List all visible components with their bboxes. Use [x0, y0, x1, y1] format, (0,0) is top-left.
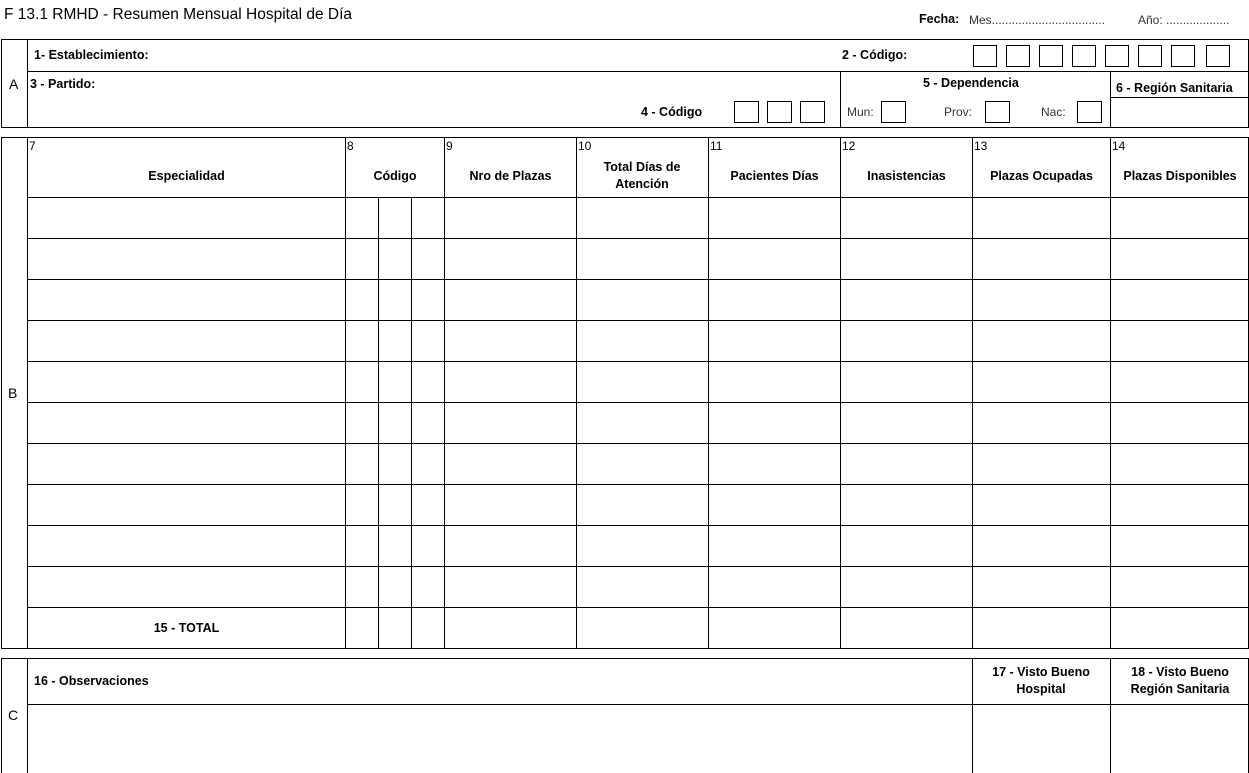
- observaciones-label: 16 - Observaciones: [34, 674, 149, 688]
- codigo2-box-7[interactable]: [1171, 45, 1195, 67]
- section-b-letter: B: [8, 385, 18, 401]
- codigo2-box-8[interactable]: [1206, 45, 1230, 67]
- nac-box[interactable]: [1077, 101, 1102, 123]
- mun-label: Mun:: [847, 105, 874, 119]
- col-num-14: 14: [1112, 139, 1126, 153]
- section-b-frame: [1, 137, 1249, 649]
- col-num-10: 10: [578, 139, 592, 153]
- total-label: 15 - TOTAL: [153, 621, 220, 635]
- section-c-letter: C: [8, 707, 19, 723]
- col-header-plazas-disponibles: Plazas Disponibles: [1123, 168, 1237, 183]
- codigo2-box-4[interactable]: [1072, 45, 1096, 67]
- codigo2-label: 2 - Código:: [842, 48, 908, 62]
- mes-field[interactable]: Mes..................................: [969, 13, 1106, 27]
- col-num-11: 11: [710, 139, 723, 153]
- form-title: F 13.1 RMHD - Resumen Mensual Hospital de Día: [4, 6, 353, 23]
- col-num-8: 8: [347, 139, 354, 153]
- col-num-13: 13: [974, 139, 988, 153]
- codigo2-box-3[interactable]: [1039, 45, 1063, 67]
- codigo4-label: 4 - Código: [641, 105, 703, 119]
- section-a-letter: A: [9, 76, 19, 92]
- region-sanitaria-label: 6 - Región Sanitaria: [1116, 81, 1233, 95]
- partido-label: 3 - Partido:: [30, 77, 96, 91]
- col-header-codigo: Código: [373, 168, 417, 183]
- col-num-12: 12: [842, 139, 856, 153]
- codigo2-box-2[interactable]: [1006, 45, 1030, 67]
- prov-label: Prov:: [944, 105, 973, 119]
- mun-box[interactable]: [881, 101, 906, 123]
- codigo4-box-2[interactable]: [767, 101, 792, 123]
- anio-field[interactable]: Año: ...................: [1138, 13, 1230, 27]
- codigo4-box-1[interactable]: [734, 101, 759, 123]
- col-header-plazas-ocupadas: Plazas Ocupadas: [990, 168, 1093, 183]
- codigo2-box-6[interactable]: [1138, 45, 1162, 67]
- establecimiento-label: 1- Establecimiento:: [34, 48, 149, 62]
- visto-bueno-region-label: 18 - Visto Bueno Región Sanitaria: [1130, 665, 1230, 696]
- codigo2-box-5[interactable]: [1105, 45, 1129, 67]
- visto-bueno-hospital-label: 17 - Visto Bueno Hospital: [992, 665, 1090, 696]
- codigo2-box-1[interactable]: [973, 45, 997, 67]
- col-num-9: 9: [446, 139, 453, 153]
- col-header-pacientes-dias: Pacientes Días: [730, 168, 819, 183]
- nac-label: Nac:: [1041, 105, 1066, 119]
- prov-box[interactable]: [985, 101, 1010, 123]
- col-header-especialidad: Especialidad: [148, 168, 225, 183]
- col-header-total-dias: Total Días de Atención: [603, 160, 681, 191]
- col-num-7: 7: [29, 139, 36, 153]
- col-header-inasistencias: Inasistencias: [867, 168, 946, 183]
- fecha-label: Fecha:: [919, 12, 960, 26]
- codigo4-box-3[interactable]: [800, 101, 825, 123]
- dependencia-label: 5 - Dependencia: [923, 76, 1019, 90]
- col-header-nro-plazas: Nro de Plazas: [469, 168, 552, 183]
